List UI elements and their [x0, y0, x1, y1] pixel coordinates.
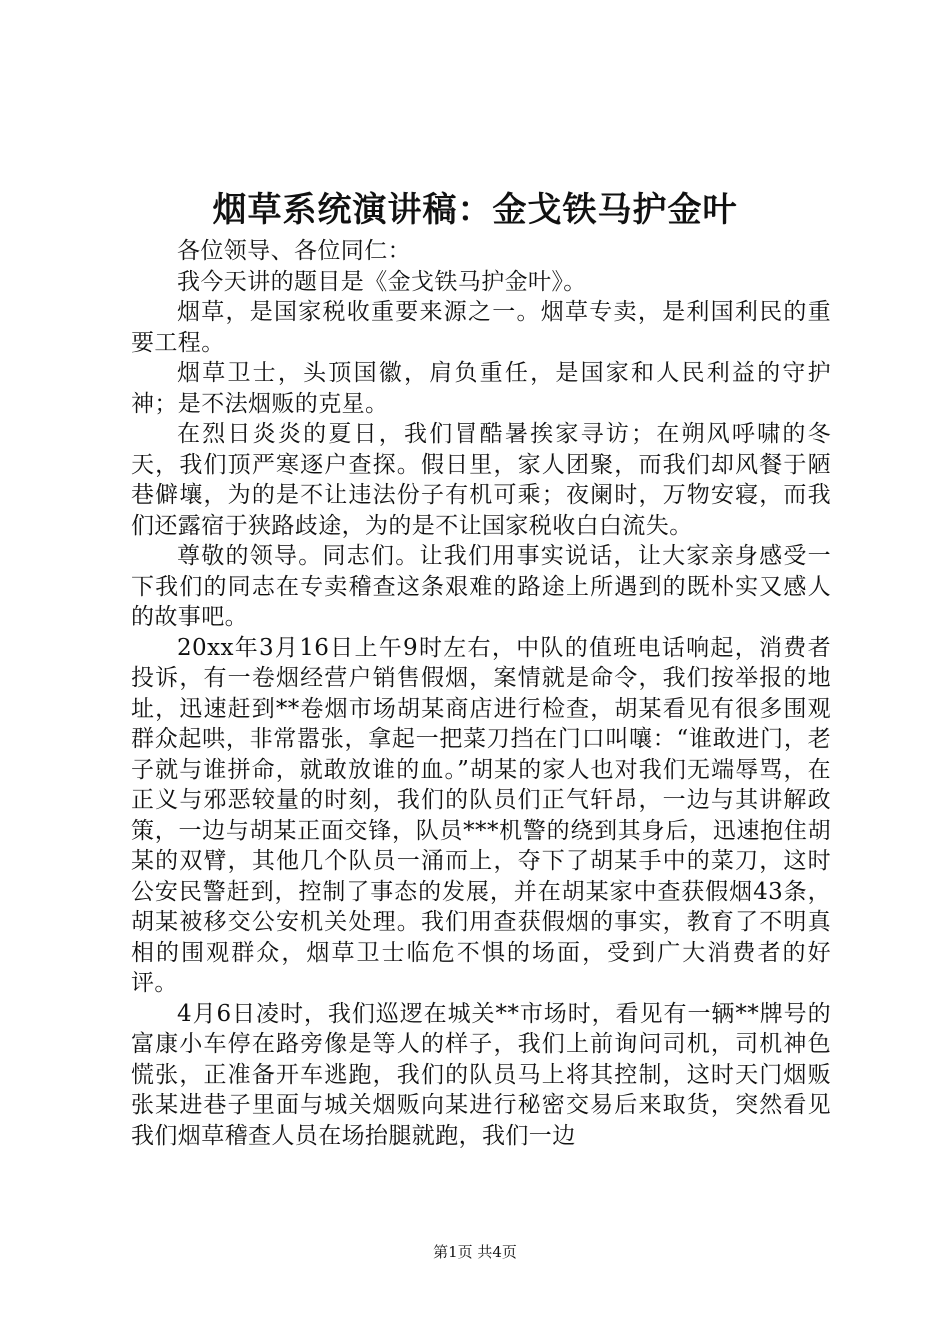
paragraph-tobacco-guardians: 烟草卫士，头顶国徽，肩负重任，是国家和人民利益的守护神；是不法烟贩的克星。 [131, 360, 831, 417]
document-title: 烟草系统演讲稿：金戈铁马护金叶 [212, 190, 738, 230]
paragraph-case-march: 20xx年3月16日上午9时左右，中队的值班电话响起，消费者投诉，有一卷烟经营户销售假烟，案情就是命令，我们按举报的地址，迅速赶到**卷烟市场胡某商店进行检查，胡某看见有很多围观群众起哄，非常嚣张，拿起一把菜刀挡在门口叫嚷：“谁敢进门，老子就与谁拼命，就敢放谁的血。”胡某的家人也对我们无端辱骂，在正义与邪恶较量的时刻，我们的队员们正气轩昂，一边与其讲解政策，一边与胡某正面交锋，队员***机警的绕到其身后，迅速抱住胡某的双臂，其他几个队员一涌而上，夺下了胡某手中的菜刀，这时公安民警赶到，控制了事态的发展，并在胡某家中查获假烟43条，胡某被移交公安机关处理。我们用查获假烟的事实，教育了不明真相的围观群众，烟草卫士临危不惧的场面，受到广大消费者的好评。 [131, 634, 831, 996]
paragraph-salutation: 各位领导、各位同仁： [177, 238, 411, 264]
document-body [131, 236, 831, 1151]
paragraph-topic: 我今天讲的题目是《金戈铁马护金叶》。 [177, 268, 587, 295]
paragraph-hardship: 在烈日炎炎的夏日，我们冒酷暑挨家寻访；在朔风呼啸的冬天，我们顶严寒逐户查探。假日里，家人团聚，而我们却风餐于陋巷僻壤，为的是不让违法份子有机可乘；夜阑时，万物安寝，而我们还露宿于狭路歧途，为的是不让国家税收白白流失。 [131, 421, 831, 539]
paragraph-tobacco-tax: 烟草，是国家税收重要来源之一。烟草专卖，是利国利民的重要工程。 [131, 299, 831, 356]
page-footer: 第1页 共4页 [433, 1243, 517, 1261]
paragraph-case-april: 4月6日凌时，我们巡逻在城关**市场时，看见有一辆**牌号的富康小车停在路旁像是等人的样子，我们上前询问司机，司机神色慌张，正准备开车逃跑，我们的队员马上将其控制，这时天门烟贩张某进巷子里面与城关烟贩向某进行秘密交易后来取货，突然看见我们烟草稽查人员在场抬腿就跑，我们一边 [131, 1000, 831, 1149]
paragraph-address: 尊敬的领导。同志们。让我们用事实说话，让大家亲身感受一下我们的同志在专卖稽查这条艰难的路途上所遇到的既朴实又感人的故事吧。 [131, 543, 831, 630]
